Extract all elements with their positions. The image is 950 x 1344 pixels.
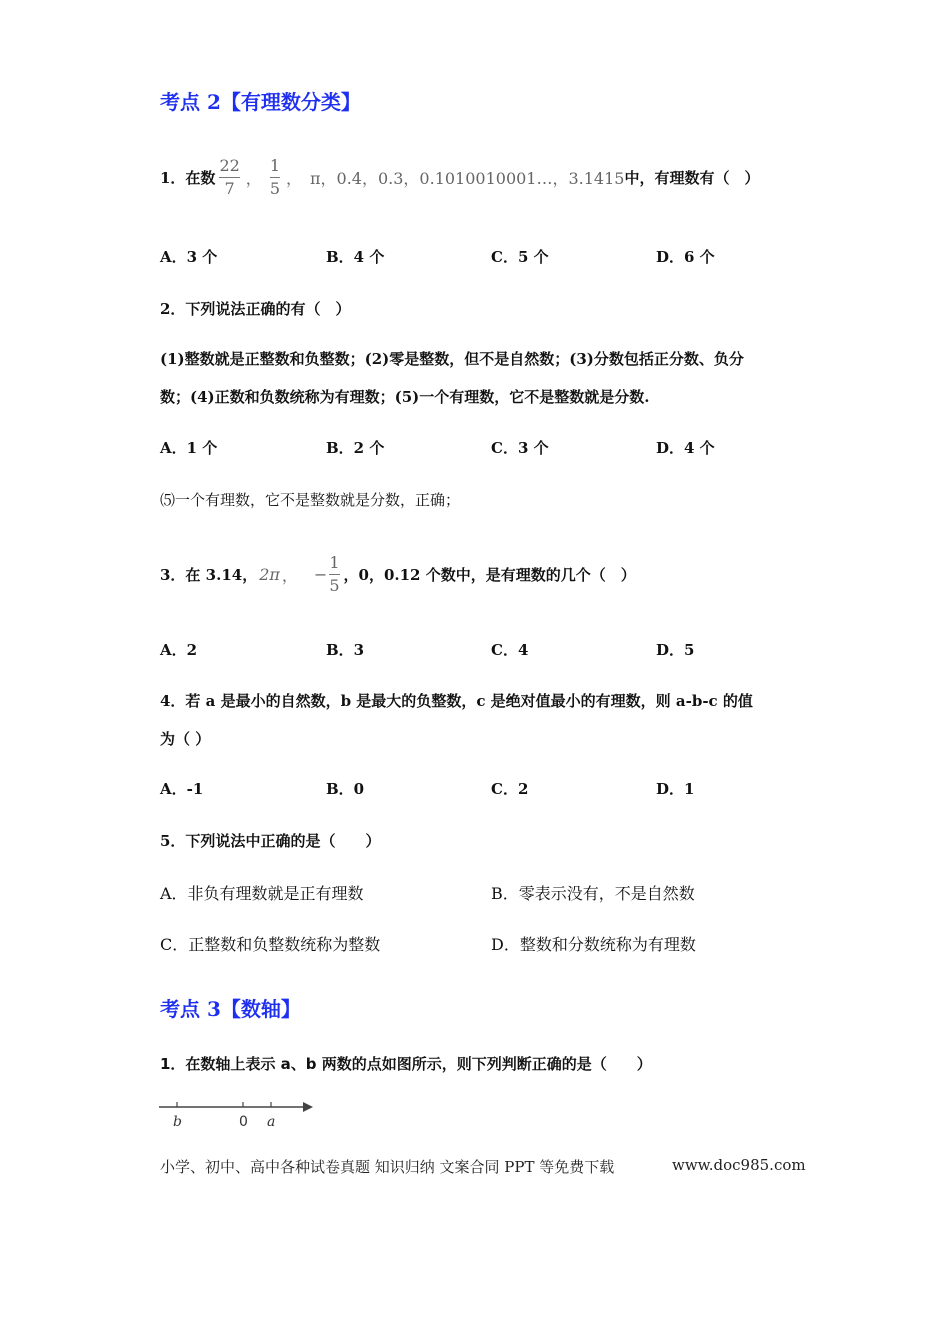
option-a: A．3 个 bbox=[160, 248, 218, 266]
question-2-line-1: (1)整数就是正整数和负整数；(2)零是整数，但不是自然数；(3)分数包括正分数、负分 bbox=[160, 350, 744, 368]
section-heading-classification: 考点 2【有理数分类】 bbox=[160, 90, 361, 114]
option-c: C．3 个 bbox=[491, 439, 549, 457]
option-a: A．2 bbox=[160, 641, 198, 659]
axis-arrow-icon bbox=[303, 1102, 313, 1112]
minus-sign: − bbox=[313, 564, 328, 584]
option-d: D．整数和分数统称为有理数 bbox=[491, 935, 696, 954]
fraction-bar bbox=[270, 177, 280, 178]
option-b: B．零表示没有，不是自然数 bbox=[491, 884, 695, 903]
option-c: C．2 bbox=[491, 780, 529, 798]
option-d: D．1 bbox=[656, 780, 695, 798]
section-3-question-1: 1．在数轴上表示 a、b 两数的点如图所示，则下列判断正确的是（ ） bbox=[160, 1055, 652, 1073]
option-c: C．5 个 bbox=[491, 248, 549, 266]
option-d: D．4 个 bbox=[656, 439, 715, 457]
axis-label-b: b bbox=[173, 1114, 182, 1130]
option-a: A．1 个 bbox=[160, 439, 218, 457]
section-heading-number-line: 考点 3【数轴】 bbox=[160, 997, 301, 1021]
fraction-bar bbox=[219, 177, 239, 178]
option-c: C．正整数和负整数统称为整数 bbox=[160, 935, 381, 954]
axis-label-a: a bbox=[267, 1114, 276, 1130]
fraction-denominator: 5 bbox=[269, 178, 280, 198]
fraction bbox=[329, 554, 339, 595]
option-d: D．6 个 bbox=[656, 248, 715, 266]
fraction-22-7 bbox=[219, 157, 239, 198]
option-d: D．5 bbox=[656, 641, 695, 659]
question-1-prefix: 1．在数 bbox=[160, 168, 216, 187]
fraction-denominator: 5 bbox=[329, 575, 340, 595]
answer-note: ⑸一个有理数，它不是整数就是分数，正确； bbox=[160, 491, 461, 509]
footer-promo-text: 小学、初中、高中各种试卷真题 知识归纳 文案合同 PPT 等免费下载 bbox=[160, 1158, 615, 1176]
option-b: B．3 bbox=[326, 641, 365, 659]
question-4-line-1: 4．若 a 是最小的自然数，b 是最大的负整数，c 是绝对值最小的有理数，则 a-b-c 的值 bbox=[160, 692, 753, 710]
question-5-stem: 5．下列说法中正确的是（ ） bbox=[160, 832, 381, 850]
option-a: A．非负有理数就是正有理数 bbox=[160, 884, 364, 903]
question-2-line-2: 数；(4)正数和负数统称为有理数；(5)一个有理数，它不是整数就是分数. bbox=[160, 388, 650, 406]
fraction-numerator: 1 bbox=[269, 155, 280, 175]
fraction-numerator: 1 bbox=[329, 552, 340, 572]
fraction-negative-1-5 bbox=[314, 554, 340, 595]
number-line-figure bbox=[155, 1095, 320, 1131]
fraction-1-5 bbox=[270, 157, 280, 198]
option-a: A．-1 bbox=[160, 780, 204, 798]
question-2-stem: 2．下列说法正确的有（ ） bbox=[160, 300, 351, 318]
question-1 bbox=[160, 142, 760, 212]
footer-website-link[interactable]: www.doc985.com bbox=[672, 1156, 806, 1174]
comma: ， bbox=[281, 565, 298, 585]
question-3-suffix: ，0，0.12 个数中，是有理数的几个（ ） bbox=[343, 565, 636, 584]
fraction-bar bbox=[329, 574, 339, 575]
option-c: C．4 bbox=[491, 641, 529, 659]
option-b: B．0 bbox=[326, 780, 365, 798]
math-2pi: 2π bbox=[259, 564, 280, 584]
number-line-svg bbox=[155, 1095, 320, 1131]
comma: ， bbox=[245, 168, 262, 188]
question-3 bbox=[160, 534, 636, 614]
fraction-numerator: 22 bbox=[219, 155, 240, 175]
comma: ， bbox=[286, 168, 303, 188]
option-b: B．2 个 bbox=[326, 439, 385, 457]
fraction-denominator: 7 bbox=[224, 178, 235, 198]
axis-label-0: 0 bbox=[239, 1114, 248, 1130]
number-list: π，0.4，0.3，0.1010010001…，3.1415 bbox=[310, 168, 625, 188]
question-3-prefix: 3．在 3.14， bbox=[160, 565, 258, 584]
option-b: B．4 个 bbox=[326, 248, 385, 266]
question-4-line-2: 为（ ） bbox=[160, 730, 211, 748]
question-1-suffix: 中，有理数有（ ） bbox=[624, 168, 760, 187]
